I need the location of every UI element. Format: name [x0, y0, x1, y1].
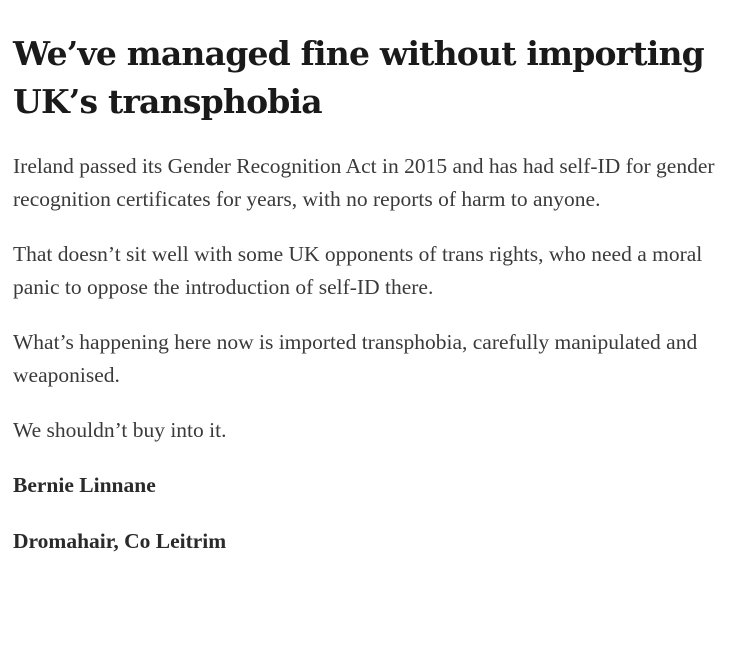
article-paragraph-2: That doesn’t sit well with some UK opponents of trans rights, who need a moral panic to oppose the introduction of self-ID there. [13, 242, 703, 299]
article-paragraph-4: We shouldn’t buy into it. [13, 418, 227, 442]
letter-article [13, 30, 729, 581]
author-location: Dromahair, Co Leitrim [13, 529, 227, 553]
article-paragraph-1: Ireland passed its Gender Recognition Act in 2015 and has had self-ID for gender recognition certificates for years, with no reports of harm to anyone. [13, 154, 715, 211]
article-paragraph-3: What’s happening here now is imported transphobia, carefully manipulated and weaponised. [13, 330, 698, 387]
author-name: Bernie Linnane [13, 473, 156, 497]
article-headline: We’ve managed fine without importing UK’s transphobia [13, 34, 704, 121]
